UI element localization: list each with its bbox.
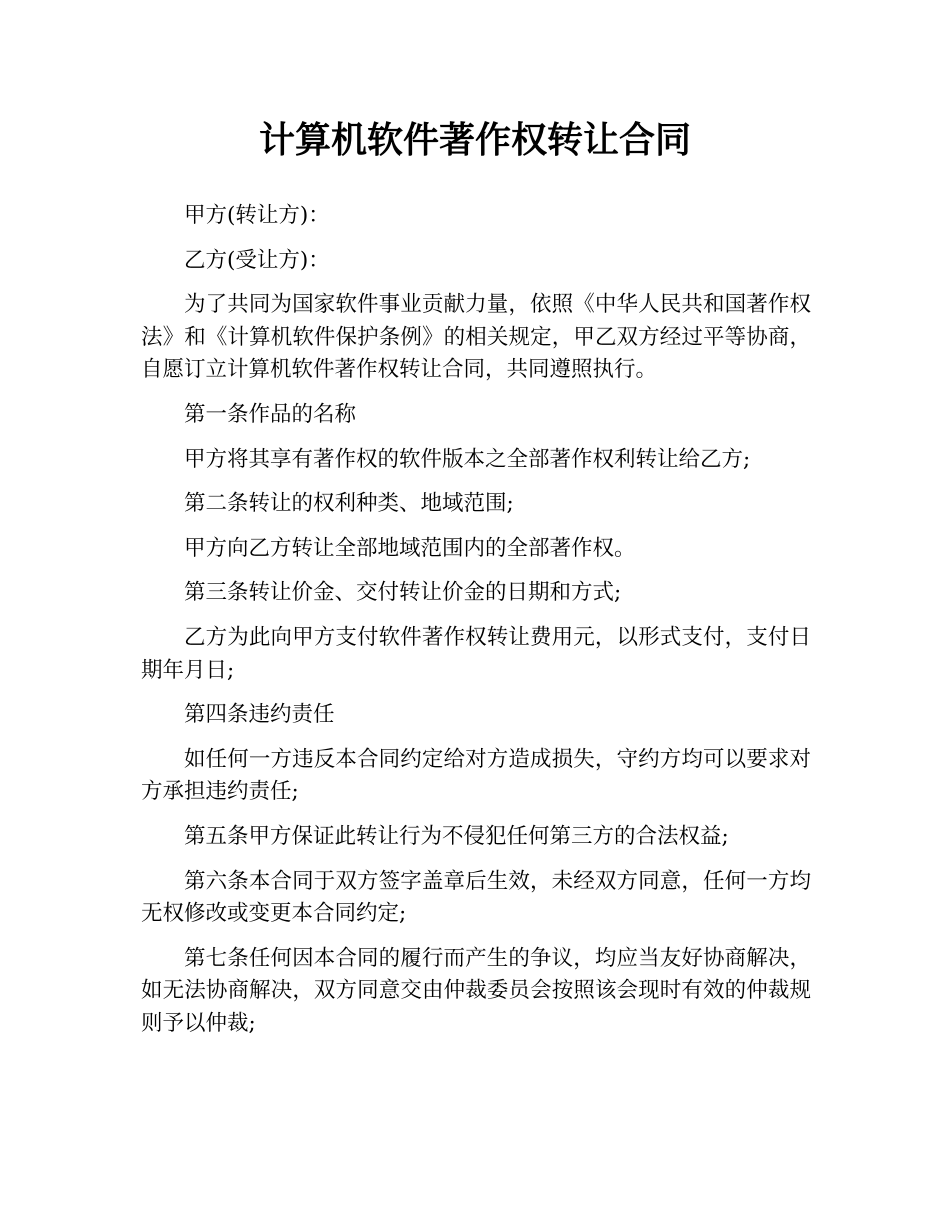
party-b-line: 乙方(受让方)：: [184, 247, 330, 273]
article-1-heading: 第一条作品的名称: [184, 401, 357, 427]
document-title: 计算机软件著作权转让合同: [258, 120, 691, 161]
party-a-line: 甲方(转让方)：: [184, 203, 330, 228]
article-5-paragraph: 第五条甲方保证此转让行为不侵犯任何第三方的合法权益;: [184, 823, 729, 849]
article-6-paragraph: 第六条本合同于双方签字盖章后生效，未经双方同意，任何一方均无权修改或变更本合同约定;: [141, 868, 811, 927]
article-1-body: 甲方将其享有著作权的软件版本之全部著作权利转让给乙方;: [184, 446, 751, 472]
article-2-body: 甲方向乙方转让全部地域范围内的全部著作权。: [184, 535, 636, 561]
preamble-paragraph: 为了共同为国家软件事业贡献力量，依照《中华人民共和国著作权法》和《计算机软件保护条例》的相关规定，甲乙双方经过平等协商，自愿订立计算机软件著作权转让合同，共同遵照执行。: [141, 292, 811, 383]
article-4-body: 如任何一方违反本合同约定给对方造成损失，守约方均可以要求对方承担违约责任;: [141, 746, 811, 805]
article-3-heading: 第三条转让价金、交付转让价金的日期和方式;: [184, 580, 622, 606]
article-7-paragraph: 第七条任何因本合同的履行而产生的争议，均应当友好协商解决，如无法协商解决，双方同意交由仲裁委员会按照该会现时有效的仲裁规则予以仲裁;: [141, 945, 811, 1036]
article-3-body: 乙方为此向甲方支付软件著作权转让费用元，以形式支付，支付日期年月日;: [141, 624, 811, 683]
article-4-heading: 第四条违约责任: [184, 702, 335, 728]
document-body: [141, 200, 811, 1052]
article-2-heading: 第二条转让的权利种类、地域范围;: [184, 491, 514, 517]
